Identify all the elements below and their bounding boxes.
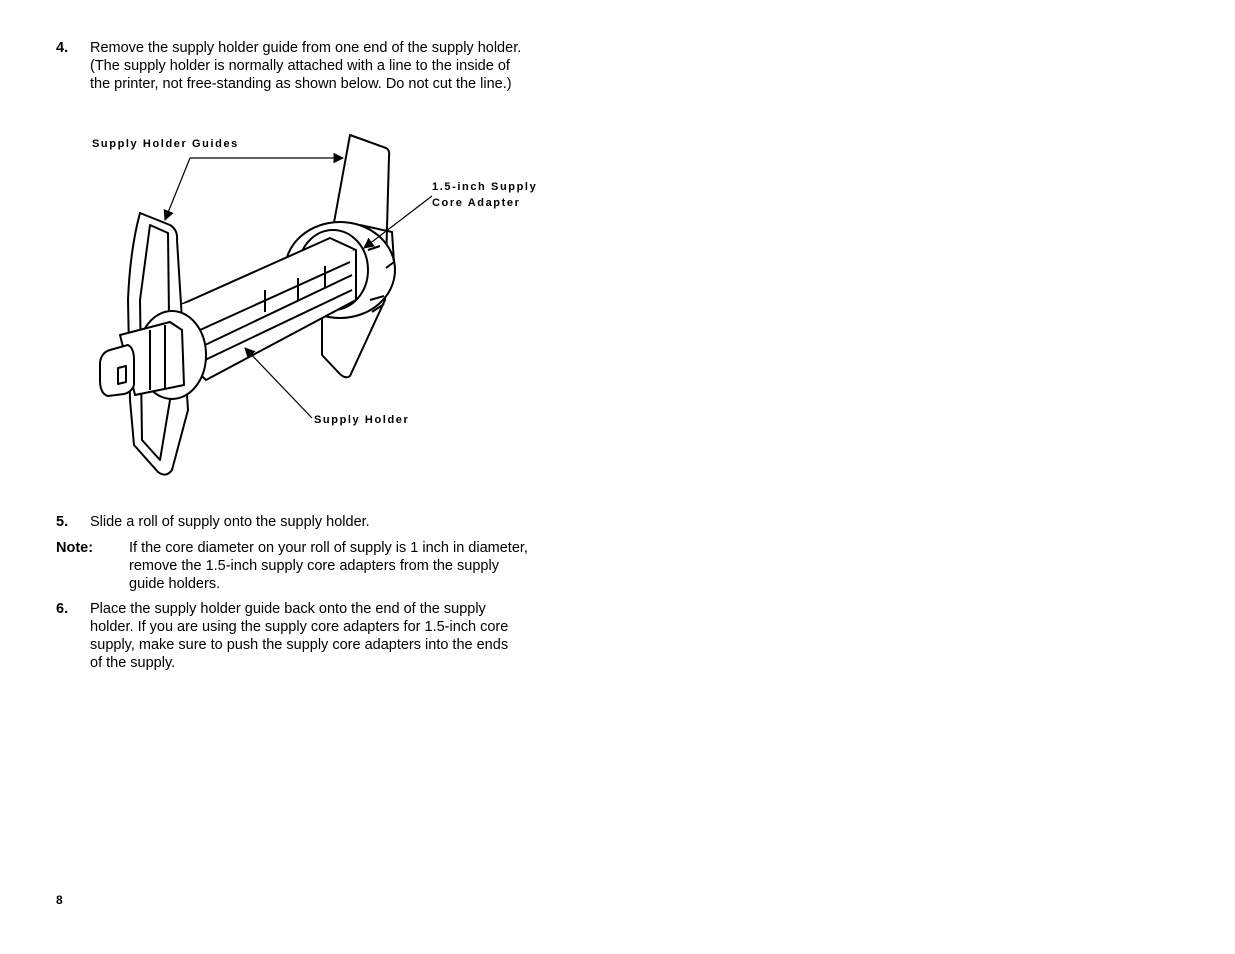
step-5-number: 5. (56, 514, 69, 530)
note-label: Note: (56, 540, 94, 556)
callout-supply-holder-guides: Supply Holder Guides (92, 138, 239, 150)
page-number: 8 (56, 893, 63, 907)
note-text: If the core diameter on your roll of supply is 1 inch in diameter, remove the 1.5-inch supply core adapters from the supply guide holders. (129, 540, 528, 592)
callout-core-adapter-line1: 1.5-inch Supply (432, 181, 538, 193)
step-6-text: Place the supply holder guide back onto the end of the supply holder. If you are using the supply core adapters for 1.5-inch core supply, make sure to push the supply core adapters into the ends of the supply. (90, 601, 509, 671)
callout-core-adapter-line2: Core Adapter (432, 197, 521, 209)
step-4-text: Remove the supply holder guide from one end of the supply holder. (The supply holder is normally attached with a line to the inside of the printer, not free-standing as shown below. Do not cut the line.) (90, 40, 522, 92)
step-5-text: Slide a roll of supply onto the supply holder. (90, 514, 370, 530)
step-4-number: 4. (56, 40, 69, 56)
callout-supply-holder: Supply Holder (314, 414, 410, 426)
step-6-number: 6. (56, 601, 69, 617)
